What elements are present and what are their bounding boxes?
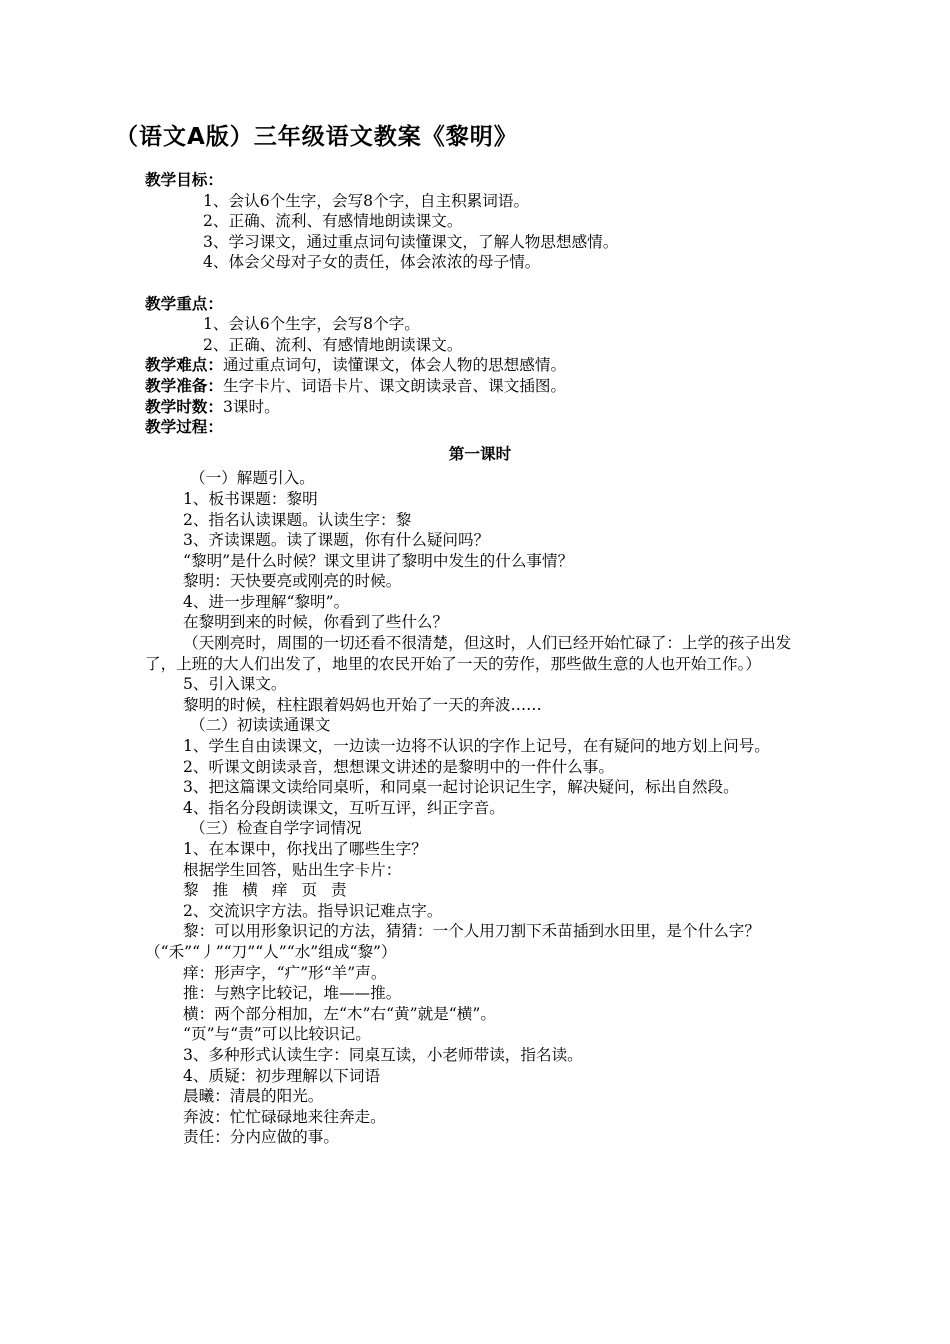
preparation-text: 生字卡片、词语卡片、课文朗读录音、课文插图。: [222, 376, 567, 395]
character-card: 页: [301, 881, 318, 900]
word-definition: 奔波：忙忙碌碌地来往奔走。: [183, 1107, 386, 1126]
character-card: 黎: [183, 881, 199, 900]
hours-label: 教学时数：: [145, 397, 223, 416]
section1-line: 在黎明到来的时候，你看到了些什么？: [183, 613, 449, 632]
preparation-label: 教学准备：: [145, 376, 223, 395]
section1-line: “黎明”是什么时候？课文里讲了黎明中发生的什么事情？: [183, 551, 574, 570]
keypoints-heading: 教学重点：: [145, 294, 223, 313]
character-explanation: “页”与“责”可以比较识记。: [183, 1025, 371, 1044]
difficulty-label: 教学难点：: [145, 356, 223, 375]
section3-question: 3、多种形式认读生字：同桌互读，小老师带读，指名读。: [183, 1045, 583, 1064]
document-body: [145, 170, 815, 1148]
section2-line: 2、听课文朗读录音，想想课文讲述的是黎明中的一件什么事。: [183, 757, 614, 776]
section1-line: 黎明：天快要亮或刚亮的时候。: [183, 572, 402, 591]
section3-question: 1、在本课中，你找出了哪些生字？: [183, 840, 427, 858]
process-heading: 教学过程：: [145, 418, 223, 437]
section2-line: 4、指名分段朗读课文，互听互评，纠正字音。: [183, 798, 505, 817]
keypoint-item: 2、正确、流利、有感情地朗读课文。: [203, 335, 463, 354]
section2-heading: （二）初读读通课文: [190, 716, 331, 735]
section1-line: 黎明的时候，柱柱跟着妈妈也开始了一天的奔波……: [183, 695, 542, 714]
section1-line: 4、进一步理解“黎明”。: [183, 592, 350, 611]
goal-item: 3、学习课文，通过重点词句读懂课文，了解人物思想感情。: [203, 232, 619, 251]
section1-line: 3、齐读课题。读了课题，你有什么疑问吗？: [183, 531, 490, 550]
character-explanation: 痒：形声字，“疒”形“羊”声。: [183, 963, 387, 982]
section3-question: 2、交流识字方法。指导识记难点字。: [183, 901, 443, 920]
section1-line: 5、引入课文。: [183, 675, 287, 694]
keypoint-item: 1、会认6个生字，会写8个字。: [203, 315, 420, 334]
spacer: [145, 273, 815, 294]
goal-item: 2、正确、流利、有感情地朗读课文。: [203, 212, 463, 231]
character-explanation: 横：两个部分相加，左“木”右“黄”就是“横”。: [183, 1004, 496, 1023]
section1-heading: （一）解题引入。: [190, 469, 315, 488]
goal-item: 4、体会父母对子女的责任，体会浓浓的母子情。: [203, 253, 541, 272]
word-definition: 责任：分内应做的事。: [183, 1128, 339, 1147]
hours-text: 3课时。: [222, 397, 280, 416]
section2-line: 3、把这篇课文读给同桌听，和同桌一起讨论识记生字，解决疑问，标出自然段。: [183, 778, 739, 797]
hours-line: [145, 397, 815, 418]
character-card: 横: [242, 881, 258, 900]
document-title: （语文A版）三年级语文教案《黎明》: [115, 124, 518, 150]
goal-item: 1、会认6个生字，会写8个字，自主积累词语。: [203, 191, 530, 210]
section3-answer-intro: 根据学生回答，贴出生字卡片：: [183, 860, 402, 879]
character-card: 责: [331, 881, 347, 900]
new-characters-list: [145, 880, 815, 901]
difficulty-line: [145, 355, 815, 376]
section2-line: 1、学生自由读课文，一边读一边将不认识的字作上记号，在有疑问的地方划上问号。: [183, 737, 770, 756]
character-explanation: 推：与熟字比较记，堆——推。: [183, 984, 402, 1003]
goals-heading: 教学目标：: [145, 171, 223, 189]
character-card: 推: [212, 881, 229, 900]
character-explanation: 黎：可以用形象识记的方法，猜猜：一个人用刀割下禾苗插到水田里，是个什么字？（“禾”“丿”“刀”“人”“水”组成“黎”）: [145, 922, 760, 961]
section3-heading: （三）检查自学字词情况: [190, 819, 362, 838]
word-definition: 晨曦：清晨的阳光。: [183, 1087, 324, 1106]
lesson-title: 第一课时: [448, 444, 512, 463]
section1-paragraph: （天刚亮时，周围的一切还看不很清楚，但这时，人们已经开始忙碌了：上学的孩子出发了，上班的大人们出发了，地里的农民开始了一天的劳作，那些做生意的人也开始工作。）: [145, 634, 792, 673]
section1-line: 2、指名认读课题。认读生字：黎: [183, 510, 412, 529]
character-card: 痒: [271, 881, 288, 900]
section3-question: 4、质疑：初步理解以下词语: [183, 1066, 381, 1085]
preparation-line: [145, 376, 815, 397]
section1-line: 1、板书课题：黎明: [183, 489, 318, 508]
difficulty-text: 通过重点词句，读懂课文，体会人物的思想感情。: [222, 356, 567, 375]
